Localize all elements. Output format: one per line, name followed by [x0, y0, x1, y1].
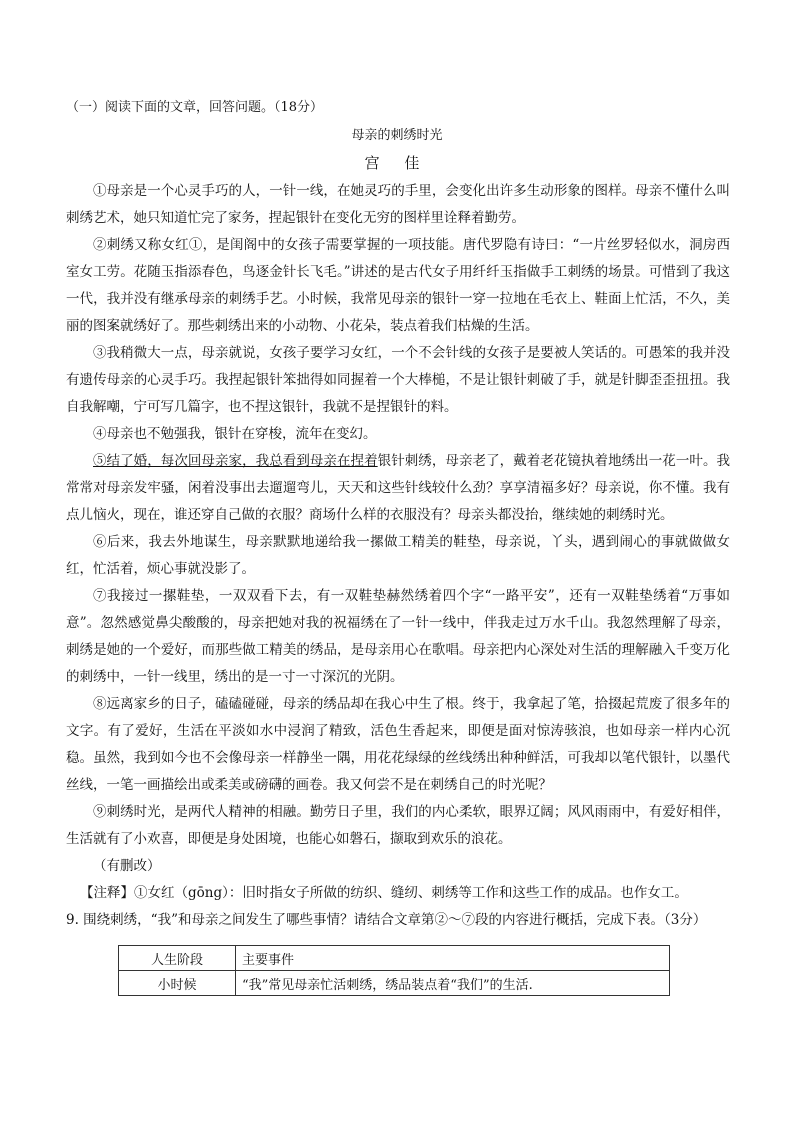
table-header-stage: 人生阶段: [119, 946, 236, 971]
article-body: [66, 178, 730, 934]
paragraph-6: ⑥后来，我去外地谋生，母亲默默地递给我一摞做工精美的鞋垫，母亲说，丫头，遇到闹心的事就做做女红，忙活着，烦心事就没影了。: [66, 534, 730, 577]
table-row: [119, 971, 670, 996]
paragraph-5: [66, 448, 730, 529]
paragraph-1: ①母亲是一个心灵手巧的人，一针一线，在她灵巧的手里，会变化出许多生动形象的图样。母亲不懂什么叫刺绣艺术，她只知道忙完了家务，捏起银针在变化无穷的图样里诠释着勤劳。: [66, 183, 730, 226]
paragraph-5-rest: 银针刺绣，母亲老了，戴着老花镜执着地绣出一花一叶。我常常对母亲发牢骚，闲着没事出去遛遛弯儿，天天和这些针线较什么劲？享享清福多好？母亲说，你不懂。我有点儿恼火，现在，谁还穿自己做的衣服？商场什么样的衣服没有？母亲头都没抬，继续她的刺绣时光。: [66, 453, 730, 523]
paragraph-4: ④母亲也不勉强我，银针在穿梭，流年在变幻。: [93, 426, 377, 442]
table-cell-stage: 小时候: [119, 971, 236, 996]
section-heading: （一）阅读下面的文章，回答问题。（18分）: [66, 100, 324, 115]
article-title: 母亲的刺绣时光: [351, 128, 443, 143]
table-cell-event: “我”常见母亲忙活刺绣，绣品装点着“我们”的生活.: [236, 971, 670, 996]
paragraph-8: ⑧远离家乡的日子，磕磕碰碰，母亲的绣品却在我心中生了根。终于，我拿起了笔，拾掇起荒废了很多年的文字。有了爱好，生活在平淡如水中浸润了精致，活色生香起来，即便是面对惊涛骇浪，也如母亲一样内心沉稳。虽然，我到如今也不会像母亲一样静坐一隅，用花花绿绿的丝线绣出种种鲜活，可我却以笔代银针，以墨代丝线，一笔一画描绘出或柔美或磅礴的画卷。我又何尝不是在刺绣自己的时光呢？: [66, 696, 730, 793]
paragraph-3: ③我稍微大一点，母亲就说，女孩子要学习女红，一个不会针线的女孩子是要被人笑话的。可愚笨的我并没有遗传母亲的心灵手巧。我捏起银针笨拙得如同握着一个大棒槌，不是让银针刺破了手，就是针脚歪歪扭扭。我自我解嘲，宁可写几篇字，也不捏这银针，我就不是捏银针的料。: [66, 345, 730, 415]
table-header-row: [119, 946, 670, 971]
article-author: 宫 佳: [364, 154, 430, 172]
annotation-note: 【注释】①女红（gōng）：旧时指女子所做的纺织、缝纫、刺绣等工作和这些工作的成品。也作女工。: [80, 885, 688, 901]
source-note: （有删改）: [93, 858, 161, 874]
question-9: 9. 围绕刺绣，“我”和母亲之间发生了哪些事情？请结合文章第②～⑦段的内容进行概括，完成下表。（3分）: [66, 912, 707, 928]
table-header-events: 主要事件: [236, 946, 670, 971]
paragraph-9: ⑨刺绣时光，是两代人精神的相融。勤劳日子里，我们的内心柔软，眼界辽阔；风风雨雨中，有爱好相伴，生活就有了小欢喜，即便是身处困境，也能心如磐石，撷取到欢乐的浪花。: [66, 804, 730, 847]
paragraph-7: ⑦我接过一摞鞋垫，一双双看下去，有一双鞋垫赫然绣着四个字“一路平安”，还有一双鞋垫绣着“万事如意”。忽然感觉鼻尖酸酸的，母亲把她对我的祝福绣在了一针一线中，伴我走过万水千山。我忽然理解了母亲，刺绣是她的一个爱好，而那些做工精美的绣品，是母亲用心在歌唱。母亲把内心深处对生活的理解融入千变万化的刺绣中，一针一线里，绣出的是一寸一寸深沉的光阴。: [66, 588, 730, 685]
underlined-sentence: ⑤结了婚，每次回母亲家，我总看到母亲在捏着: [93, 453, 378, 469]
paragraph-2: ②刺绣又称女红①，是闺阁中的女孩子需要掌握的一项技能。唐代罗隐有诗曰：“一片丝罗轻似水，洞房西室女工劳。花随玉指添春色，鸟逐金针长飞毛。”讲述的是古代女子用纤纤玉指做手工刺绣的场景。可惜到了我这一代，我并没有继承母亲的刺绣手艺。小时候，我常见母亲的银针一穿一拉地在毛衣上、鞋面上忙活，不久，美丽的图案就绣好了。那些刺绣出来的小动物、小花朵，装点着我们枯燥的生活。: [66, 237, 730, 334]
events-table: [118, 945, 670, 996]
